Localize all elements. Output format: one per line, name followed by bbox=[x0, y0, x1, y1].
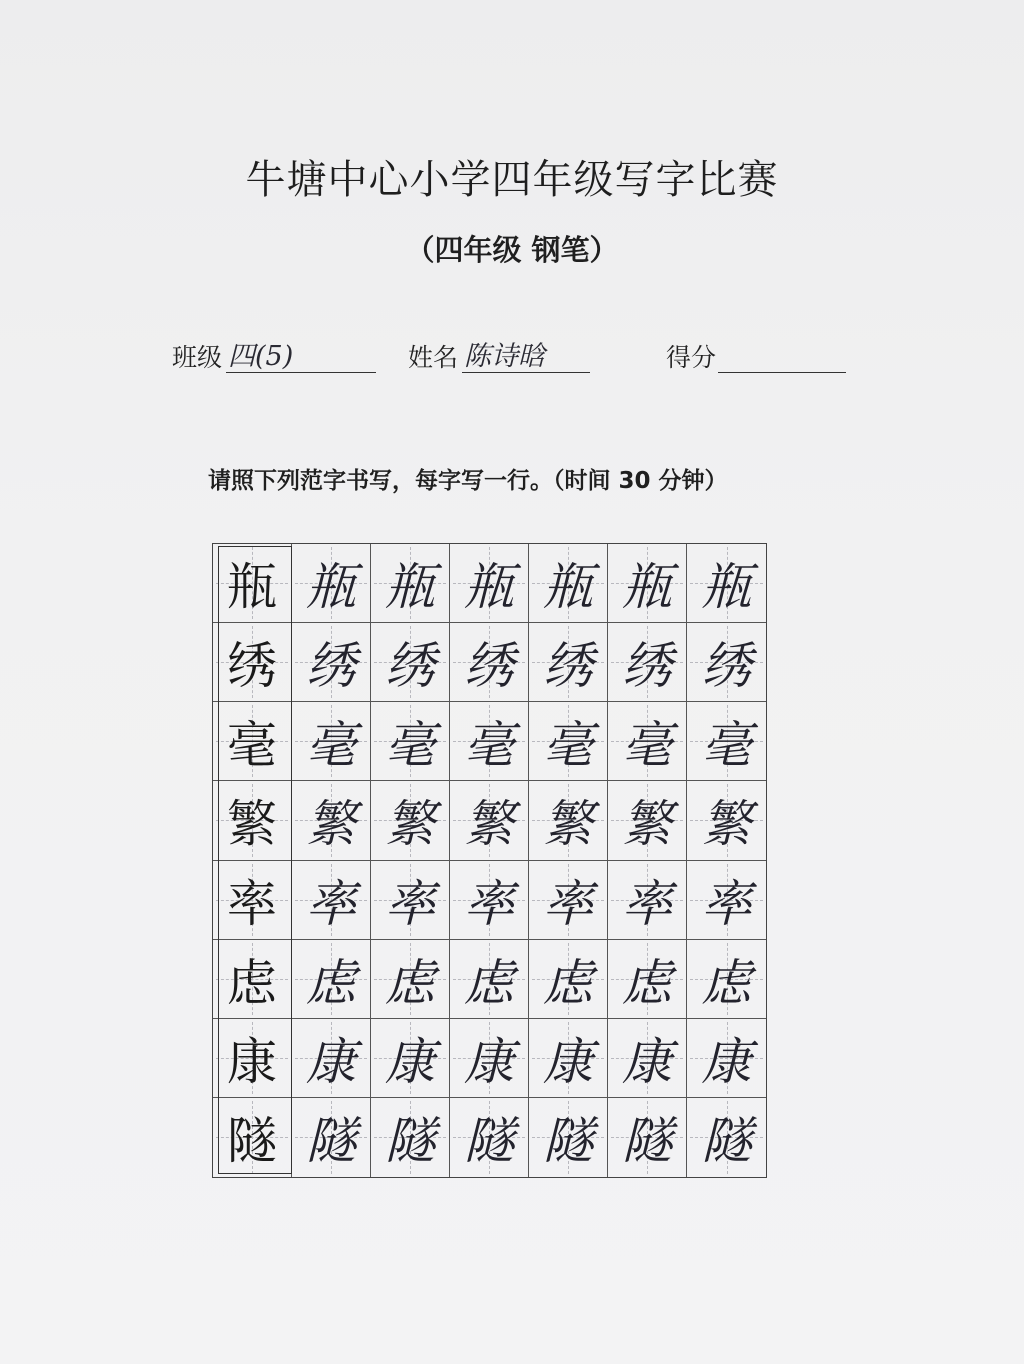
practice-cell[interactable] bbox=[608, 1098, 687, 1177]
handwritten-character: 毫 bbox=[701, 716, 752, 775]
practice-cell[interactable] bbox=[529, 940, 608, 1019]
practice-cell[interactable] bbox=[529, 623, 608, 702]
model-character: 康 bbox=[227, 1032, 277, 1091]
handwritten-character: 绣 bbox=[622, 637, 672, 696]
model-character: 率 bbox=[227, 874, 277, 933]
practice-cell[interactable] bbox=[371, 1098, 450, 1177]
writing-grid bbox=[212, 543, 767, 1178]
handwritten-character: 虑 bbox=[385, 953, 435, 1012]
handwritten-character: 虑 bbox=[543, 953, 593, 1012]
practice-cell[interactable] bbox=[687, 1098, 766, 1177]
practice-cell[interactable] bbox=[608, 861, 687, 940]
practice-cell[interactable] bbox=[529, 702, 608, 781]
sheet-title: 牛塘中心小学四年级写字比赛 bbox=[245, 157, 779, 203]
practice-cell[interactable] bbox=[292, 702, 371, 781]
practice-cell[interactable] bbox=[687, 940, 766, 1019]
handwritten-character: 瓶 bbox=[306, 558, 356, 617]
name-value: 陈诗晗 bbox=[464, 341, 545, 372]
handwritten-character: 毫 bbox=[385, 716, 435, 775]
handwritten-character: 繁 bbox=[622, 795, 672, 854]
handwritten-character: 率 bbox=[385, 874, 435, 933]
model-character-cell bbox=[213, 940, 292, 1019]
practice-cell[interactable] bbox=[529, 1098, 608, 1177]
score-label: 得分 bbox=[666, 343, 717, 372]
handwritten-character: 绣 bbox=[306, 637, 356, 696]
handwritten-character: 隧 bbox=[306, 1112, 356, 1171]
sheet-subtitle: （四年级 钢笔） bbox=[405, 233, 619, 267]
practice-cell[interactable] bbox=[292, 940, 371, 1019]
practice-cell[interactable] bbox=[371, 781, 450, 860]
model-character-cell bbox=[213, 544, 292, 623]
practice-cell[interactable] bbox=[608, 940, 687, 1019]
practice-cell[interactable] bbox=[371, 623, 450, 702]
handwritten-character: 率 bbox=[701, 874, 752, 933]
handwritten-character: 康 bbox=[701, 1032, 752, 1091]
practice-cell[interactable] bbox=[450, 861, 529, 940]
practice-cell[interactable] bbox=[450, 544, 529, 623]
practice-cell[interactable] bbox=[450, 940, 529, 1019]
name-label: 姓名 bbox=[408, 343, 459, 372]
handwritten-character: 率 bbox=[622, 874, 672, 933]
handwritten-character: 康 bbox=[306, 1032, 356, 1091]
class-underline bbox=[226, 372, 376, 373]
handwritten-character: 康 bbox=[385, 1032, 435, 1091]
name-field[interactable] bbox=[408, 338, 593, 378]
model-character-cell bbox=[213, 623, 292, 702]
class-field[interactable] bbox=[172, 338, 377, 378]
handwritten-character: 绣 bbox=[385, 637, 435, 696]
handwritten-character: 绣 bbox=[701, 637, 752, 696]
practice-cell[interactable] bbox=[450, 781, 529, 860]
model-character-cell bbox=[213, 1098, 292, 1177]
handwritten-character: 率 bbox=[306, 874, 356, 933]
handwritten-character: 率 bbox=[464, 874, 514, 933]
practice-cell[interactable] bbox=[450, 1019, 529, 1098]
model-character: 瓶 bbox=[227, 558, 277, 617]
practice-cell[interactable] bbox=[687, 781, 766, 860]
practice-cell[interactable] bbox=[608, 1019, 687, 1098]
model-character: 虑 bbox=[227, 953, 277, 1012]
practice-cell[interactable] bbox=[608, 544, 687, 623]
handwritten-character: 虑 bbox=[701, 953, 752, 1012]
model-character-cell bbox=[213, 1019, 292, 1098]
score-field[interactable] bbox=[666, 338, 851, 378]
handwritten-character: 绣 bbox=[464, 637, 514, 696]
handwritten-character: 瓶 bbox=[543, 558, 593, 617]
handwritten-character: 隧 bbox=[622, 1112, 672, 1171]
model-character: 隧 bbox=[227, 1112, 277, 1171]
model-character-cell bbox=[213, 781, 292, 860]
model-character: 繁 bbox=[227, 795, 277, 854]
instruction-text: 请照下列范字书写，每字写一行。（时间 30 分钟） bbox=[208, 468, 728, 494]
class-value: 四(5) bbox=[228, 341, 294, 372]
handwritten-character: 康 bbox=[464, 1032, 514, 1091]
handwritten-character: 繁 bbox=[464, 795, 514, 854]
handwritten-character: 繁 bbox=[306, 795, 356, 854]
handwritten-character: 隧 bbox=[464, 1112, 514, 1171]
practice-cell[interactable] bbox=[608, 702, 687, 781]
model-character: 毫 bbox=[227, 716, 277, 775]
practice-cell[interactable] bbox=[292, 781, 371, 860]
handwritten-character: 虑 bbox=[306, 953, 356, 1012]
practice-cell[interactable] bbox=[687, 702, 766, 781]
practice-cell[interactable] bbox=[529, 861, 608, 940]
handwritten-character: 瓶 bbox=[464, 558, 514, 617]
handwritten-character: 虑 bbox=[622, 953, 672, 1012]
handwritten-character: 毫 bbox=[543, 716, 593, 775]
handwritten-character: 隧 bbox=[543, 1112, 593, 1171]
practice-cell[interactable] bbox=[529, 781, 608, 860]
practice-cell[interactable] bbox=[292, 623, 371, 702]
handwritten-character: 瓶 bbox=[385, 558, 435, 617]
practice-cell[interactable] bbox=[529, 1019, 608, 1098]
class-label: 班级 bbox=[172, 343, 223, 372]
handwritten-character: 毫 bbox=[622, 716, 672, 775]
handwritten-character: 繁 bbox=[543, 795, 593, 854]
model-character-cell bbox=[213, 861, 292, 940]
practice-cell[interactable] bbox=[371, 1019, 450, 1098]
practice-cell[interactable] bbox=[687, 861, 766, 940]
practice-cell[interactable] bbox=[687, 544, 766, 623]
model-character: 绣 bbox=[227, 637, 277, 696]
handwritten-character: 繁 bbox=[701, 795, 752, 854]
practice-cell[interactable] bbox=[687, 1019, 766, 1098]
handwritten-character: 瓶 bbox=[622, 558, 672, 617]
practice-cell[interactable] bbox=[450, 623, 529, 702]
practice-cell[interactable] bbox=[292, 861, 371, 940]
score-underline bbox=[718, 372, 846, 373]
handwritten-character: 毫 bbox=[306, 716, 356, 775]
handwritten-character: 瓶 bbox=[701, 558, 752, 617]
practice-cell[interactable] bbox=[371, 702, 450, 781]
handwritten-character: 繁 bbox=[385, 795, 435, 854]
practice-cell[interactable] bbox=[608, 781, 687, 860]
handwritten-character: 康 bbox=[622, 1032, 672, 1091]
handwritten-character: 毫 bbox=[464, 716, 514, 775]
practice-cell[interactable] bbox=[292, 544, 371, 623]
handwritten-character: 虑 bbox=[464, 953, 514, 1012]
practice-cell[interactable] bbox=[292, 1019, 371, 1098]
practice-cell[interactable] bbox=[450, 1098, 529, 1177]
handwritten-character: 康 bbox=[543, 1032, 593, 1091]
practice-cell[interactable] bbox=[371, 861, 450, 940]
practice-cell[interactable] bbox=[529, 544, 608, 623]
practice-cell[interactable] bbox=[292, 1098, 371, 1177]
handwritten-character: 隧 bbox=[701, 1112, 752, 1171]
practice-cell[interactable] bbox=[450, 702, 529, 781]
handwritten-character: 率 bbox=[543, 874, 593, 933]
handwritten-character: 隧 bbox=[385, 1112, 435, 1171]
name-underline bbox=[462, 372, 590, 373]
practice-cell[interactable] bbox=[687, 623, 766, 702]
practice-cell[interactable] bbox=[371, 940, 450, 1019]
model-character-cell bbox=[213, 702, 292, 781]
handwritten-character: 绣 bbox=[543, 637, 593, 696]
practice-cell[interactable] bbox=[608, 623, 687, 702]
practice-cell[interactable] bbox=[371, 544, 450, 623]
